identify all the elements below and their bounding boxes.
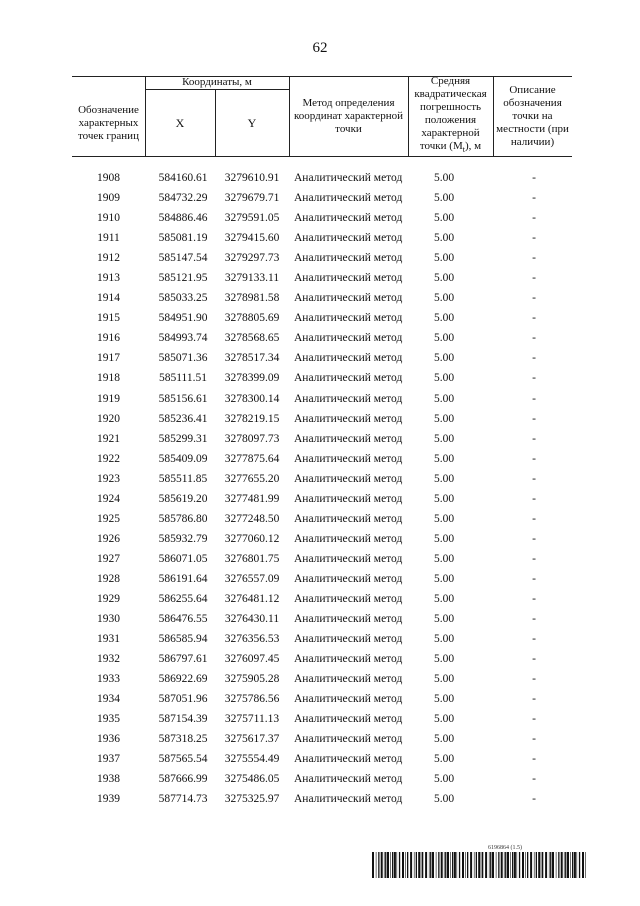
cell-x: 586071.05 <box>158 552 208 565</box>
table-row <box>72 650 572 670</box>
cell-description: - <box>532 492 536 505</box>
cell-error: 5.00 <box>433 412 455 425</box>
table-row <box>72 730 572 750</box>
cell-y: 3275786.56 <box>224 693 280 706</box>
cell-x: 585071.36 <box>158 352 208 365</box>
cell-y: 3278517.34 <box>224 352 280 365</box>
cell-error: 5.00 <box>433 212 455 225</box>
table-row <box>72 670 572 690</box>
cell-y: 3275325.97 <box>224 793 280 806</box>
cell-y: 3279610.91 <box>224 172 280 184</box>
cell-error: 5.00 <box>433 613 455 626</box>
cell-x: 586191.64 <box>158 572 208 585</box>
cell-x: 587666.99 <box>158 773 208 786</box>
cell-point-id: 1922 <box>97 452 120 465</box>
cell-error: 5.00 <box>433 352 455 365</box>
cell-description: - <box>532 793 536 806</box>
table-row <box>72 369 572 389</box>
cell-y: 3275554.49 <box>224 753 280 766</box>
cell-point-id: 1923 <box>97 472 120 485</box>
table-row <box>72 289 572 309</box>
cell-x: 585786.80 <box>158 512 208 525</box>
cell-error: 5.00 <box>433 392 455 405</box>
cell-point-id: 1919 <box>97 392 120 405</box>
cell-method: Аналитический метод <box>294 793 403 806</box>
cell-description: - <box>532 673 536 686</box>
cell-x: 585147.54 <box>158 252 208 265</box>
cell-point-id: 1937 <box>97 753 120 766</box>
cell-x: 585033.25 <box>158 292 208 305</box>
cell-y: 3278981.58 <box>224 292 280 305</box>
cell-error: 5.00 <box>433 592 455 605</box>
cell-description: - <box>532 352 536 365</box>
cell-point-id: 1916 <box>97 332 120 345</box>
cell-method: Аналитический метод <box>294 392 403 405</box>
cell-method: Аналитический метод <box>294 332 403 345</box>
header-description: Описание обозначения точки на местности (при наличии) <box>496 83 569 148</box>
cell-point-id: 1925 <box>97 512 120 525</box>
cell-y: 3279297.73 <box>224 252 280 265</box>
cell-point-id: 1920 <box>97 412 120 425</box>
cell-method: Аналитический метод <box>294 472 403 485</box>
cell-description: - <box>532 432 536 445</box>
cell-point-id: 1934 <box>97 693 120 706</box>
cell-x: 585236.41 <box>158 412 208 425</box>
table-row <box>72 430 572 450</box>
cell-y: 3276801.75 <box>224 552 280 565</box>
cell-x: 586585.94 <box>158 633 208 646</box>
cell-x: 584160.61 <box>158 172 208 184</box>
cell-error: 5.00 <box>433 332 455 345</box>
header-mean-square-error <box>408 76 493 156</box>
cell-method: Аналитический метод <box>294 512 403 525</box>
cell-method: Аналитический метод <box>294 452 403 465</box>
cell-point-id: 1928 <box>97 572 120 585</box>
cell-y: 3276481.12 <box>224 592 280 605</box>
cell-method: Аналитический метод <box>294 372 403 385</box>
cell-x: 585619.20 <box>158 492 208 505</box>
cell-error: 5.00 <box>433 172 455 184</box>
cell-y: 3277655.20 <box>224 472 280 485</box>
cell-method: Аналитический метод <box>294 172 403 184</box>
cell-description: - <box>532 292 536 305</box>
cell-point-id: 1935 <box>97 713 120 726</box>
cell-x: 587714.73 <box>158 793 208 806</box>
cell-y: 3277248.50 <box>224 512 280 525</box>
cell-method: Аналитический метод <box>294 613 403 626</box>
cell-description: - <box>532 733 536 746</box>
cell-point-id: 1917 <box>97 352 120 365</box>
cell-x: 584886.46 <box>158 212 208 225</box>
cell-method: Аналитический метод <box>294 292 403 305</box>
table-row <box>72 169 572 189</box>
cell-y: 3279415.60 <box>224 232 280 245</box>
table-row <box>72 710 572 730</box>
table-row <box>72 450 572 470</box>
cell-method: Аналитический метод <box>294 572 403 585</box>
cell-method: Аналитический метод <box>294 492 403 505</box>
cell-error: 5.00 <box>433 492 455 505</box>
cell-description: - <box>532 532 536 545</box>
cell-error: 5.00 <box>433 312 455 325</box>
cell-x: 584951.90 <box>158 312 208 325</box>
cell-point-id: 1912 <box>97 252 120 265</box>
cell-method: Аналитический метод <box>294 713 403 726</box>
cell-y: 3275486.05 <box>224 773 280 786</box>
cell-error: 5.00 <box>433 432 455 445</box>
cell-method: Аналитический метод <box>294 673 403 686</box>
cell-x: 586922.69 <box>158 673 208 686</box>
cell-description: - <box>532 633 536 646</box>
table-body <box>72 169 572 811</box>
cell-error: 5.00 <box>433 653 455 666</box>
cell-method: Аналитический метод <box>294 272 403 285</box>
cell-description: - <box>532 232 536 245</box>
cell-description: - <box>532 272 536 285</box>
cell-point-id: 1915 <box>97 312 120 325</box>
cell-method: Аналитический метод <box>294 432 403 445</box>
cell-error: 5.00 <box>433 793 455 806</box>
cell-error: 5.00 <box>433 713 455 726</box>
cell-error: 5.00 <box>433 252 455 265</box>
cell-y: 3279133.11 <box>224 272 280 285</box>
table-row <box>72 229 572 249</box>
cell-description: - <box>532 552 536 565</box>
cell-point-id: 1927 <box>97 552 120 565</box>
cell-description: - <box>532 392 536 405</box>
header-error-text: Средняя квадратическая погрешность положения характерной <box>414 75 487 140</box>
cell-x: 585511.85 <box>158 472 208 485</box>
cell-error: 5.00 <box>433 192 455 205</box>
cell-description: - <box>532 592 536 605</box>
cell-error: 5.00 <box>433 693 455 706</box>
table-row <box>72 750 572 770</box>
cell-description: - <box>532 312 536 325</box>
cell-point-id: 1926 <box>97 532 120 545</box>
table-row <box>72 329 572 349</box>
table-row <box>72 610 572 630</box>
cell-y: 3275711.13 <box>224 713 280 726</box>
cell-point-id: 1913 <box>97 272 120 285</box>
cell-method: Аналитический метод <box>294 733 403 746</box>
table-row <box>72 590 572 610</box>
cell-point-id: 1911 <box>97 232 120 245</box>
cell-description: - <box>532 613 536 626</box>
cell-description: - <box>532 192 536 205</box>
header-x: X <box>175 115 185 130</box>
cell-x: 585121.95 <box>158 272 208 285</box>
cell-point-id: 1924 <box>97 492 120 505</box>
cell-error: 5.00 <box>433 572 455 585</box>
cell-error: 5.00 <box>433 532 455 545</box>
table-row <box>72 410 572 430</box>
cell-method: Аналитический метод <box>294 753 403 766</box>
cell-description: - <box>532 753 536 766</box>
cell-error: 5.00 <box>433 733 455 746</box>
table-row <box>72 249 572 269</box>
cell-description: - <box>532 773 536 786</box>
cell-method: Аналитический метод <box>294 312 403 325</box>
table-row <box>72 630 572 650</box>
cell-y: 3275905.28 <box>224 673 280 686</box>
cell-point-id: 1933 <box>97 673 120 686</box>
table-row <box>72 530 572 550</box>
cell-x: 587565.54 <box>158 753 208 766</box>
cell-method: Аналитический метод <box>294 192 403 205</box>
cell-point-id: 1914 <box>97 292 120 305</box>
cell-method: Аналитический метод <box>294 232 403 245</box>
cell-point-id: 1918 <box>97 372 120 385</box>
cell-y: 3278805.69 <box>224 312 280 325</box>
cell-y: 3276430.11 <box>224 613 280 626</box>
cell-error: 5.00 <box>433 232 455 245</box>
cell-x: 585409.09 <box>158 452 208 465</box>
cell-description: - <box>532 372 536 385</box>
cell-y: 3276097.45 <box>224 653 280 666</box>
table-row <box>72 349 572 369</box>
cell-error: 5.00 <box>433 292 455 305</box>
cell-method: Аналитический метод <box>294 352 403 365</box>
cell-method: Аналитический метод <box>294 693 403 706</box>
table-row <box>72 570 572 590</box>
table-header <box>72 76 572 157</box>
cell-description: - <box>532 252 536 265</box>
cell-description: - <box>532 653 536 666</box>
cell-point-id: 1930 <box>97 613 120 626</box>
table-row <box>72 690 572 710</box>
table-row <box>72 309 572 329</box>
cell-x: 584732.29 <box>158 192 208 205</box>
cell-point-id: 1931 <box>97 633 120 646</box>
cell-y: 3278300.14 <box>224 392 280 405</box>
cell-x: 586797.61 <box>158 653 208 666</box>
cell-method: Аналитический метод <box>294 592 403 605</box>
header-coordinates: Координаты, м <box>182 76 252 88</box>
cell-x: 585081.19 <box>158 232 208 245</box>
cell-method: Аналитический метод <box>294 212 403 225</box>
table-row <box>72 390 572 410</box>
cell-point-id: 1929 <box>97 592 120 605</box>
cell-description: - <box>532 412 536 425</box>
cell-y: 3278097.73 <box>224 432 280 445</box>
cell-description: - <box>532 713 536 726</box>
cell-y: 3276557.09 <box>224 572 280 585</box>
cell-x: 585299.31 <box>158 432 208 445</box>
cell-x: 584993.74 <box>158 332 208 345</box>
header-point-designation: Обозначение характерных точек границ <box>78 103 139 142</box>
cell-error: 5.00 <box>433 512 455 525</box>
page-number: 62 <box>312 40 328 56</box>
cell-error: 5.00 <box>433 753 455 766</box>
table-row <box>72 550 572 570</box>
cell-x: 585932.79 <box>158 532 208 545</box>
cell-point-id: 1910 <box>97 212 120 225</box>
cell-method: Аналитический метод <box>294 552 403 565</box>
cell-error: 5.00 <box>433 633 455 646</box>
cell-y: 3275617.37 <box>224 733 280 746</box>
cell-error: 5.00 <box>433 452 455 465</box>
cell-y: 3278219.15 <box>224 412 280 425</box>
cell-point-id: 1936 <box>97 733 120 746</box>
cell-y: 3277481.99 <box>224 492 280 505</box>
header-y: Y <box>247 115 257 130</box>
cell-description: - <box>532 332 536 345</box>
cell-x: 587154.39 <box>158 713 208 726</box>
table-row <box>72 790 572 810</box>
cell-point-id: 1909 <box>97 192 120 205</box>
cell-description: - <box>532 572 536 585</box>
cell-error: 5.00 <box>433 272 455 285</box>
cell-y: 3278568.65 <box>224 332 280 345</box>
cell-method: Аналитический метод <box>294 633 403 646</box>
cell-method: Аналитический метод <box>294 773 403 786</box>
cell-point-id: 1938 <box>97 773 120 786</box>
barcode-image <box>372 852 586 878</box>
cell-point-id: 1939 <box>97 793 120 806</box>
cell-y: 3277060.12 <box>224 532 280 545</box>
cell-description: - <box>532 512 536 525</box>
cell-y: 3279679.71 <box>224 192 280 205</box>
table-row <box>72 510 572 530</box>
cell-description: - <box>532 172 536 184</box>
cell-method: Аналитический метод <box>294 412 403 425</box>
cell-point-id: 1921 <box>97 432 120 445</box>
cell-y: 3278399.09 <box>224 372 280 385</box>
cell-error: 5.00 <box>433 472 455 485</box>
cell-method: Аналитический метод <box>294 532 403 545</box>
cell-x: 587051.96 <box>158 693 208 706</box>
cell-error: 5.00 <box>433 372 455 385</box>
cell-y: 3279591.05 <box>224 212 280 225</box>
cell-description: - <box>532 472 536 485</box>
cell-error: 5.00 <box>433 673 455 686</box>
table-row <box>72 269 572 289</box>
cell-description: - <box>532 452 536 465</box>
table-row <box>72 490 572 510</box>
cell-x: 585156.61 <box>158 392 208 405</box>
header-error-unit: точки $(M_t)$, м <box>419 140 482 155</box>
table-row <box>72 770 572 790</box>
cell-description: - <box>532 212 536 225</box>
cell-method: Аналитический метод <box>294 252 403 265</box>
table-row <box>72 209 572 229</box>
cell-y: 3277875.64 <box>224 452 280 465</box>
cell-x: 587318.25 <box>158 733 208 746</box>
cell-point-id: 1908 <box>97 172 120 184</box>
cell-x: 585111.51 <box>158 372 208 385</box>
table-row <box>72 189 572 209</box>
cell-error: 5.00 <box>433 552 455 565</box>
barcode-caption: 6196864 (1.5) <box>488 845 522 851</box>
cell-x: 586255.64 <box>158 592 208 605</box>
table-row <box>72 470 572 490</box>
cell-description: - <box>532 693 536 706</box>
cell-point-id: 1932 <box>97 653 120 666</box>
header-method: Метод определения координат характерной точки <box>294 96 403 135</box>
cell-method: Аналитический метод <box>294 653 403 666</box>
cell-error: 5.00 <box>433 773 455 786</box>
cell-y: 3276356.53 <box>224 633 280 646</box>
cell-x: 586476.55 <box>158 613 208 626</box>
